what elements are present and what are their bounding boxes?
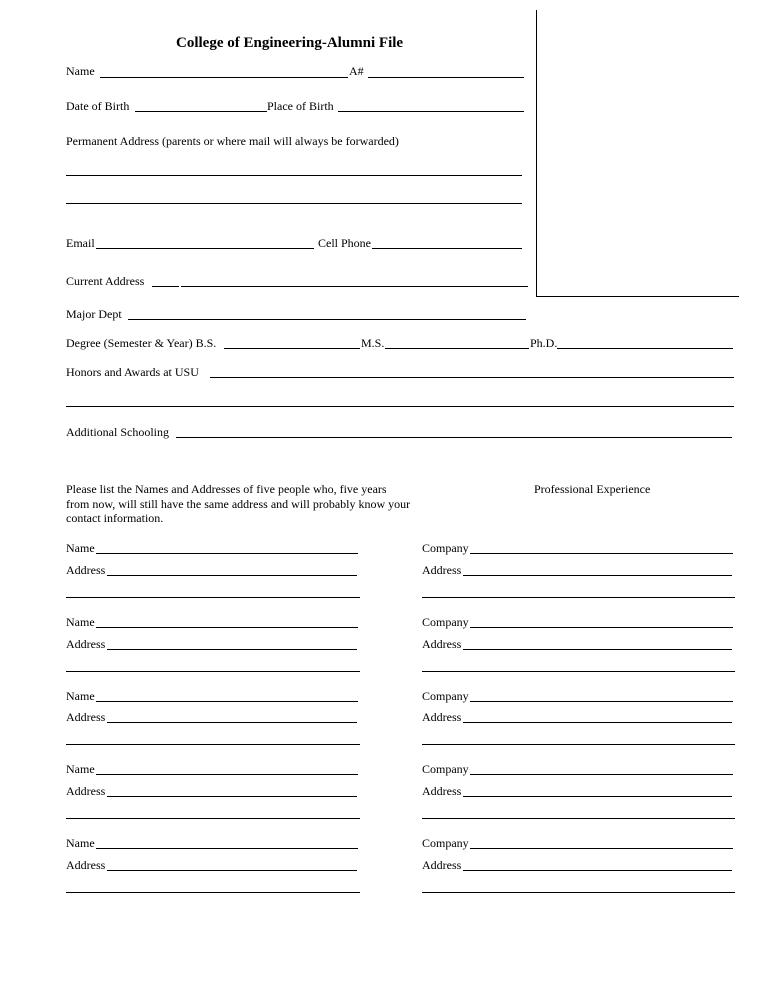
reference-address-field[interactable] [107,722,357,723]
email-label: Email [66,236,95,250]
a-number-label: A# [349,64,364,78]
photo-box-bottom-border [536,296,739,297]
date-of-birth-field[interactable] [135,111,267,112]
company-address-line-2[interactable] [422,744,735,745]
photo-box-left-border [536,10,537,297]
cell-phone-label: Cell Phone [318,236,371,250]
company-address-line-2[interactable] [422,892,735,893]
company-address-label: Address [422,563,462,577]
references-instructions: Please list the Names and Addresses of five people who, five years from now, will still have the same address and will probably know your contact information. [66,482,411,525]
honors-field[interactable] [210,377,734,378]
reference-address-label: Address [66,637,106,651]
reference-name-label: Name [66,689,95,703]
major-dept-field[interactable] [128,319,526,320]
form-title: College of Engineering-Alumni File [176,35,404,51]
reference-address-label: Address [66,858,106,872]
company-address-line-2[interactable] [422,671,735,672]
current-address-label: Current Address [66,274,145,288]
reference-name-label: Name [66,762,95,776]
reference-name-label: Name [66,615,95,629]
place-of-birth-field[interactable] [338,111,524,112]
company-field[interactable] [470,848,733,849]
company-field[interactable] [470,553,733,554]
honors-label: Honors and Awards at USU [66,365,199,379]
company-address-field[interactable] [463,870,732,871]
degree-phd-label: Ph.D. [530,336,558,350]
permanent-address-line-2[interactable] [66,203,522,204]
reference-address-line-2[interactable] [66,818,360,819]
permanent-address-line-1[interactable] [66,175,522,176]
major-dept-label: Major Dept [66,307,122,321]
company-label: Company [422,615,469,629]
additional-schooling-field[interactable] [176,437,732,438]
a-number-field[interactable] [368,77,524,78]
company-label: Company [422,541,469,555]
reference-address-line-2[interactable] [66,892,360,893]
degree-phd-field[interactable] [557,348,733,349]
company-field[interactable] [470,774,733,775]
name-field[interactable] [100,77,348,78]
company-address-label: Address [422,784,462,798]
cell-phone-field[interactable] [372,248,522,249]
reference-address-field[interactable] [107,649,357,650]
honors-field-line-2[interactable] [66,406,734,407]
professional-experience-heading: Professional Experience [534,482,651,496]
degree-bs-field[interactable] [224,348,360,349]
reference-address-line-2[interactable] [66,671,360,672]
reference-address-field[interactable] [107,870,357,871]
company-address-label: Address [422,858,462,872]
reference-name-label: Name [66,541,95,555]
company-address-field[interactable] [463,796,732,797]
company-field[interactable] [470,701,733,702]
company-label: Company [422,836,469,850]
email-field[interactable] [96,248,314,249]
reference-name-label: Name [66,836,95,850]
company-field[interactable] [470,627,733,628]
company-address-label: Address [422,710,462,724]
reference-address-label: Address [66,784,106,798]
company-label: Company [422,762,469,776]
reference-address-label: Address [66,563,106,577]
reference-address-label: Address [66,710,106,724]
permanent-address-label: Permanent Address (parents or where mail will always be forwarded) [66,134,399,148]
company-address-field[interactable] [463,575,732,576]
reference-name-field[interactable] [96,701,358,702]
place-of-birth-label: Place of Birth [267,99,334,113]
company-address-field[interactable] [463,722,732,723]
degree-ms-label: M.S. [361,336,385,350]
current-address-field-short[interactable] [152,286,179,287]
company-address-line-2[interactable] [422,818,735,819]
reference-name-field[interactable] [96,627,358,628]
reference-name-field[interactable] [96,553,358,554]
company-label: Company [422,689,469,703]
company-address-label: Address [422,637,462,651]
reference-address-field[interactable] [107,575,357,576]
reference-address-field[interactable] [107,796,357,797]
reference-name-field[interactable] [96,848,358,849]
name-label: Name [66,64,95,78]
company-address-line-2[interactable] [422,597,735,598]
degree-ms-field[interactable] [385,348,529,349]
reference-address-line-2[interactable] [66,597,360,598]
additional-schooling-label: Additional Schooling [66,425,169,439]
current-address-field[interactable] [181,286,528,287]
company-address-field[interactable] [463,649,732,650]
degree-bs-label: Degree (Semester & Year) B.S. [66,336,217,350]
date-of-birth-label: Date of Birth [66,99,130,113]
reference-name-field[interactable] [96,774,358,775]
reference-address-line-2[interactable] [66,744,360,745]
